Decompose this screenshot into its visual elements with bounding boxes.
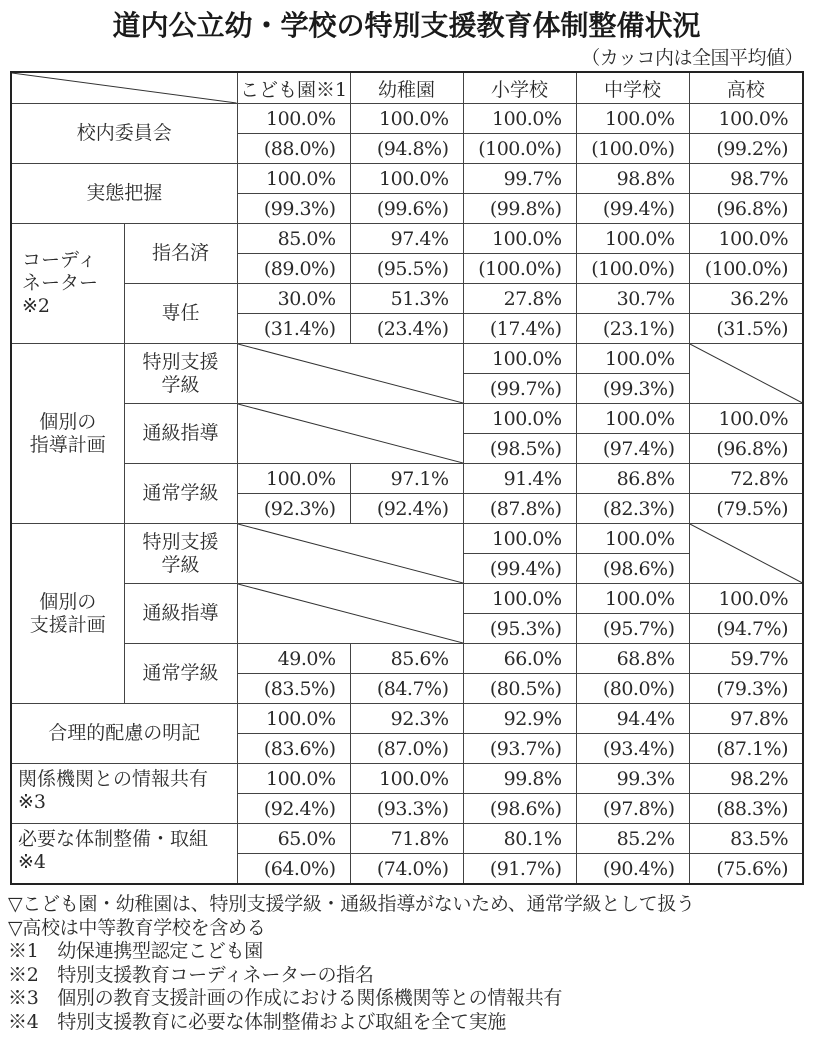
not-applicable-cell: [237, 584, 463, 644]
support-education-table: [10, 71, 804, 885]
national-cell: (89.0%): [237, 254, 350, 284]
value-cell: 100.0%: [237, 104, 350, 134]
national-cell: (99.7%): [463, 374, 576, 404]
national-cell: (93.4%): [576, 734, 689, 764]
national-cell: (88.0%): [237, 134, 350, 164]
value-cell: 97.4%: [350, 224, 463, 254]
row-group-label-coordinator: [11, 224, 124, 344]
national-cell: (83.5%): [237, 674, 350, 704]
label-line: 支援計画: [29, 613, 106, 636]
value-cell: 86.8%: [576, 464, 689, 494]
national-cell: (92.3%): [237, 494, 350, 524]
value-cell: 100.0%: [689, 224, 803, 254]
diagonal-line-icon: [238, 344, 463, 403]
table-row: [11, 344, 803, 374]
value-cell: 100.0%: [237, 764, 350, 794]
national-cell: (87.8%): [463, 494, 576, 524]
value-cell: 100.0%: [350, 104, 463, 134]
row-label-hitsuyou-taisei: [11, 824, 237, 885]
national-cell: (100.0%): [463, 254, 576, 284]
national-cell: (92.4%): [237, 794, 350, 824]
value-cell: 100.0%: [689, 404, 803, 434]
value-cell: 30.7%: [576, 284, 689, 314]
value-cell: 99.7%: [463, 164, 576, 194]
not-applicable-cell: [237, 524, 463, 584]
national-cell: (87.1%): [689, 734, 803, 764]
value-cell: 68.8%: [576, 644, 689, 674]
value-cell: 100.0%: [576, 584, 689, 614]
footnotes: [8, 893, 813, 1034]
footnote: ※2 特別支援教育コーディネーターの指名: [8, 963, 374, 986]
national-cell: (17.4%): [463, 314, 576, 344]
value-cell: 80.1%: [463, 824, 576, 854]
national-cell: (23.1%): [576, 314, 689, 344]
value-cell: 100.0%: [689, 104, 803, 134]
diagonal-line-icon: [238, 584, 463, 643]
value-cell: 71.8%: [350, 824, 463, 854]
col-header-shougakkou: 小学校: [463, 72, 576, 104]
value-cell: 100.0%: [689, 584, 803, 614]
value-cell: 83.5%: [689, 824, 803, 854]
national-cell: (96.8%): [689, 434, 803, 464]
label-line: 個別の: [39, 410, 97, 433]
value-cell: 36.2%: [689, 284, 803, 314]
diagonal-line-icon: [690, 344, 803, 403]
label-line: 必要な体制整備・取組: [18, 828, 209, 850]
col-header-youchien: 幼稚園: [350, 72, 463, 104]
table-row: [11, 464, 803, 494]
value-cell: 85.0%: [237, 224, 350, 254]
national-cell: (84.7%): [350, 674, 463, 704]
label-line: ネーター: [22, 272, 99, 294]
national-cell: (23.4%): [350, 314, 463, 344]
col-header-kodomoen: こども園※1: [237, 72, 350, 104]
label-line: 特別支援: [142, 350, 219, 373]
header-row: [11, 72, 803, 104]
value-cell: 100.0%: [463, 104, 576, 134]
not-applicable-cell: [237, 404, 463, 464]
table-row: [11, 824, 803, 854]
value-cell: 27.8%: [463, 284, 576, 314]
national-cell: (99.2%): [689, 134, 803, 164]
not-applicable-cell: [689, 524, 803, 584]
national-cell: (82.3%): [576, 494, 689, 524]
value-cell: 94.4%: [576, 704, 689, 734]
value-cell: 100.0%: [576, 224, 689, 254]
value-cell: 97.1%: [350, 464, 463, 494]
value-cell: 66.0%: [463, 644, 576, 674]
table-row: [11, 704, 803, 734]
value-cell: 100.0%: [463, 344, 576, 374]
footnote: ▽こども園・幼稚園は、特別支援学級・通級指導がないため、通常学級として扱う: [8, 893, 695, 915]
national-cell: (99.4%): [576, 194, 689, 224]
national-cell: (96.8%): [689, 194, 803, 224]
value-cell: 100.0%: [463, 224, 576, 254]
value-cell: 100.0%: [576, 524, 689, 554]
row-group-label-shidou-keikaku: [11, 344, 124, 524]
row-label-shimeizumi: 指名済: [124, 224, 237, 284]
value-cell: 100.0%: [237, 464, 350, 494]
national-cell: (79.5%): [689, 494, 803, 524]
row-label-tsujo-gakkyu: 通常学級: [124, 464, 237, 524]
row-label-tokubetsu-shien-gakkyu: [124, 344, 237, 404]
table-row: [11, 524, 803, 554]
row-label-sennin: 専任: [124, 284, 237, 344]
subtitle-national-average-note: （カッコ内は全国平均値）: [581, 47, 803, 69]
national-cell: (99.3%): [237, 194, 350, 224]
national-cell: (97.4%): [576, 434, 689, 464]
diagonal-line-icon: [690, 524, 803, 583]
national-cell: (64.0%): [237, 854, 350, 885]
value-cell: 100.0%: [237, 704, 350, 734]
national-cell: (93.7%): [463, 734, 576, 764]
label-line: 個別の: [39, 590, 97, 613]
national-cell: (99.6%): [350, 194, 463, 224]
not-applicable-cell: [237, 344, 463, 404]
label-line: 特別支援: [142, 530, 219, 553]
row-group-label-shien-keikaku: [11, 524, 124, 704]
value-cell: 30.0%: [237, 284, 350, 314]
corner-cell: [11, 72, 237, 104]
row-label-gouriteki-hairyo: 合理的配慮の明記: [11, 704, 237, 764]
value-cell: 100.0%: [576, 104, 689, 134]
col-header-koukou: 高校: [689, 72, 803, 104]
not-applicable-cell: [689, 344, 803, 404]
footnote: ▽高校は中等教育学校を含める: [8, 916, 266, 939]
value-cell: 92.9%: [463, 704, 576, 734]
value-cell: 100.0%: [576, 404, 689, 434]
national-cell: (100.0%): [463, 134, 576, 164]
value-cell: 51.3%: [350, 284, 463, 314]
table-row: [11, 584, 803, 614]
label-line: ※4: [18, 851, 47, 873]
value-cell: 99.8%: [463, 764, 576, 794]
national-cell: (83.6%): [237, 734, 350, 764]
row-label-tsujo-gakkyu: 通常学級: [124, 644, 237, 704]
label-line: 関係機関との情報共有: [18, 768, 209, 790]
footnote: ※1 幼保連携型認定こども園: [8, 940, 263, 962]
value-cell: 100.0%: [576, 344, 689, 374]
value-cell: 100.0%: [350, 764, 463, 794]
national-cell: (31.4%): [237, 314, 350, 344]
row-label-tokubetsu-shien-gakkyu: [124, 524, 237, 584]
national-cell: (97.8%): [576, 794, 689, 824]
national-cell: (98.6%): [463, 794, 576, 824]
value-cell: 100.0%: [350, 164, 463, 194]
national-cell: (92.4%): [350, 494, 463, 524]
row-label-tsukyu-shidou: 通級指導: [124, 404, 237, 464]
col-header-chuugakkou: 中学校: [576, 72, 689, 104]
table-row: [11, 224, 803, 254]
national-cell: (94.7%): [689, 614, 803, 644]
value-cell: 91.4%: [463, 464, 576, 494]
label-line: 学級: [161, 553, 200, 576]
national-cell: (79.3%): [689, 674, 803, 704]
national-cell: (80.0%): [576, 674, 689, 704]
national-cell: (94.8%): [350, 134, 463, 164]
national-cell: (91.7%): [463, 854, 576, 885]
national-cell: (87.0%): [350, 734, 463, 764]
value-cell: 85.6%: [350, 644, 463, 674]
national-cell: (99.8%): [463, 194, 576, 224]
label-line: ※3: [18, 791, 47, 813]
row-label-kounai-iinkai: 校内委員会: [11, 104, 237, 164]
national-cell: (74.0%): [350, 854, 463, 885]
value-cell: 100.0%: [463, 524, 576, 554]
value-cell: 98.8%: [576, 164, 689, 194]
value-cell: 98.7%: [689, 164, 803, 194]
value-cell: 100.0%: [237, 164, 350, 194]
national-cell: (93.3%): [350, 794, 463, 824]
national-cell: (98.5%): [463, 434, 576, 464]
value-cell: 100.0%: [463, 584, 576, 614]
national-cell: (100.0%): [576, 254, 689, 284]
label-line: 指導計画: [29, 433, 106, 456]
table-row: [11, 164, 803, 194]
footnote: ※3 個別の教育支援計画の作成における関係機関等との情報共有: [8, 987, 563, 1009]
value-cell: 72.8%: [689, 464, 803, 494]
national-cell: (88.3%): [689, 794, 803, 824]
national-cell: (31.5%): [689, 314, 803, 344]
value-cell: 49.0%: [237, 644, 350, 674]
page-title: 道内公立幼・学校の特別支援教育体制整備状況: [112, 9, 701, 42]
table-row: [11, 404, 803, 434]
national-cell: (99.4%): [463, 554, 576, 584]
national-cell: (90.4%): [576, 854, 689, 885]
diagonal-line-icon: [238, 524, 463, 583]
value-cell: 92.3%: [350, 704, 463, 734]
value-cell: 98.2%: [689, 764, 803, 794]
footnote: ※4 特別支援教育に必要な体制整備および取組を全て実施: [8, 1010, 506, 1033]
national-cell: (95.7%): [576, 614, 689, 644]
value-cell: 97.8%: [689, 704, 803, 734]
national-cell: (100.0%): [576, 134, 689, 164]
national-cell: (95.3%): [463, 614, 576, 644]
table-row: [11, 644, 803, 674]
value-cell: 100.0%: [463, 404, 576, 434]
diagonal-line-icon: [12, 73, 237, 103]
national-cell: (100.0%): [689, 254, 803, 284]
table-row: [11, 284, 803, 314]
value-cell: 65.0%: [237, 824, 350, 854]
national-cell: (95.5%): [350, 254, 463, 284]
national-cell: (98.6%): [576, 554, 689, 584]
value-cell: 59.7%: [689, 644, 803, 674]
table-row: [11, 104, 803, 134]
label-line: 学級: [161, 373, 200, 396]
table-row: [11, 764, 803, 794]
diagonal-line-icon: [238, 404, 463, 463]
value-cell: 99.3%: [576, 764, 689, 794]
row-label-tsukyu-shidou: 通級指導: [124, 584, 237, 644]
value-cell: 85.2%: [576, 824, 689, 854]
national-cell: (80.5%): [463, 674, 576, 704]
label-line: ※2: [22, 295, 51, 317]
row-label-jittai-haaku: 実態把握: [11, 164, 237, 224]
national-cell: (75.6%): [689, 854, 803, 885]
row-label-kankei-kikan: [11, 764, 237, 824]
national-cell: (99.3%): [576, 374, 689, 404]
label-line: コーディ: [22, 249, 97, 271]
